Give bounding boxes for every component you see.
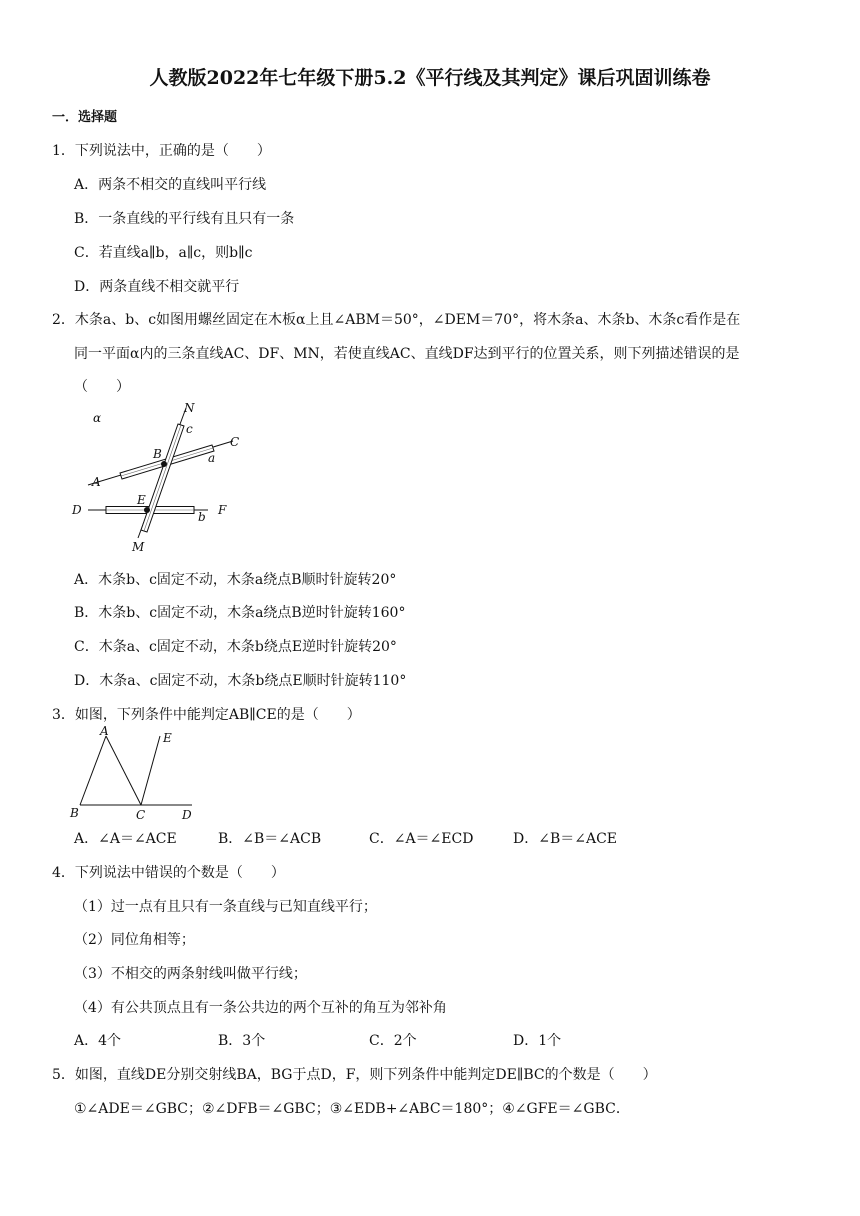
q4-statement-1: （1）过一点有且只有一条直线与已知直线平行； bbox=[74, 899, 377, 915]
label-a-point: A bbox=[92, 475, 101, 489]
page-title: 人教版2022年七年级下册5.2《平行线及其判定》课后巩固训练卷 bbox=[149, 67, 711, 89]
q4-statement-2: （2）同位角相等； bbox=[74, 932, 195, 948]
label-alpha: α bbox=[93, 411, 102, 425]
q2-option-b: B．木条b、c固定不动，木条a绕点B逆时针旋转160° bbox=[74, 605, 406, 621]
q4-option-a: A．4个 bbox=[74, 1033, 122, 1049]
fig3-label-d: D bbox=[182, 808, 192, 822]
q3-triangle-figure bbox=[64, 724, 204, 824]
q3-stem: 3．如图，下列条件中能判定AB∥CE的是（ ） bbox=[52, 707, 361, 723]
q3-option-d: D．∠B＝∠ACE bbox=[513, 831, 618, 847]
screw-b bbox=[161, 461, 167, 467]
label-f-point: F bbox=[218, 503, 227, 517]
q3-option-a: A．∠A＝∠ACE bbox=[74, 831, 177, 847]
fig3-label-c: C bbox=[136, 808, 146, 822]
q4-stem: 4．下列说法中错误的个数是（ ） bbox=[52, 865, 285, 881]
strip-c bbox=[138, 408, 186, 538]
q2-stem-line-2: 同一平面α内的三条直线AC、DF、MN，若使直线AC、直线DF达到平行的位置关系，则下列描述错误的是 bbox=[74, 346, 740, 362]
q2-stem-line-3: （ ） bbox=[74, 379, 130, 395]
label-e-point: E bbox=[137, 493, 146, 507]
q2-option-a: A．木条b、c固定不动，木条a绕点B顺时针旋转20° bbox=[74, 572, 397, 588]
fig3-label-e: E bbox=[163, 731, 172, 745]
section-heading: 一．选择题 bbox=[52, 110, 118, 125]
q4-option-c: C．2个 bbox=[369, 1033, 417, 1049]
q4-statement-4: （4）有公共顶点且有一条公共边的两个互补的角互为邻补角 bbox=[74, 1000, 447, 1016]
q5-conditions: ①∠ADE＝∠GBC；②∠DFB＝∠GBC；③∠EDB+∠ABC＝180°；④∠GFE＝∠GBC． bbox=[74, 1101, 630, 1117]
fig3-label-b: B bbox=[70, 806, 79, 820]
label-c-point: C bbox=[230, 435, 240, 449]
q2-option-d: D．木条a、c固定不动，木条b绕点E顺时针旋转110° bbox=[74, 673, 407, 689]
q1-option-b: B．一条直线的平行线有且只有一条 bbox=[74, 211, 295, 227]
label-m-point: M bbox=[132, 540, 145, 554]
q2-option-c: C．木条a、c固定不动，木条b绕点E逆时针旋转20° bbox=[74, 639, 397, 655]
label-b-strip: b bbox=[198, 510, 206, 524]
q5-stem: 5．如图，直线DE分别交射线BA，BG于点D，F，则下列条件中能判定DE∥BC的个数是（ ） bbox=[52, 1067, 657, 1083]
label-a-strip: a bbox=[208, 451, 216, 465]
q2-stem-line-1: 2．木条a、b、c如图用螺丝固定在木板α上且∠ABM＝50°，∠DEM＝70°，将木条a、木条b、木条c看作是在 bbox=[52, 312, 741, 328]
q1-option-d: D．两条直线不相交就平行 bbox=[74, 279, 240, 295]
q1-stem: 1．下列说法中，正确的是（ ） bbox=[52, 143, 271, 159]
label-n: N bbox=[184, 401, 195, 415]
q1-option-a: A．两条不相交的直线叫平行线 bbox=[74, 177, 267, 193]
q4-option-b: B．3个 bbox=[218, 1033, 266, 1049]
q4-option-d: D．1个 bbox=[513, 1033, 562, 1049]
fig3-label-a: A bbox=[100, 724, 109, 738]
q3-option-c: C．∠A＝∠ECD bbox=[369, 831, 474, 847]
q1-option-c: C．若直线a∥b，a∥c，则b∥c bbox=[74, 245, 253, 261]
screw-e bbox=[144, 507, 150, 513]
label-d-point: D bbox=[72, 503, 82, 517]
q4-statement-3: （3）不相交的两条射线叫做平行线； bbox=[74, 966, 307, 982]
label-b-point: B bbox=[153, 447, 162, 461]
label-c-strip: c bbox=[186, 422, 193, 436]
q3-option-b: B．∠B＝∠ACB bbox=[218, 831, 322, 847]
q2-wood-strips-figure bbox=[68, 400, 248, 560]
